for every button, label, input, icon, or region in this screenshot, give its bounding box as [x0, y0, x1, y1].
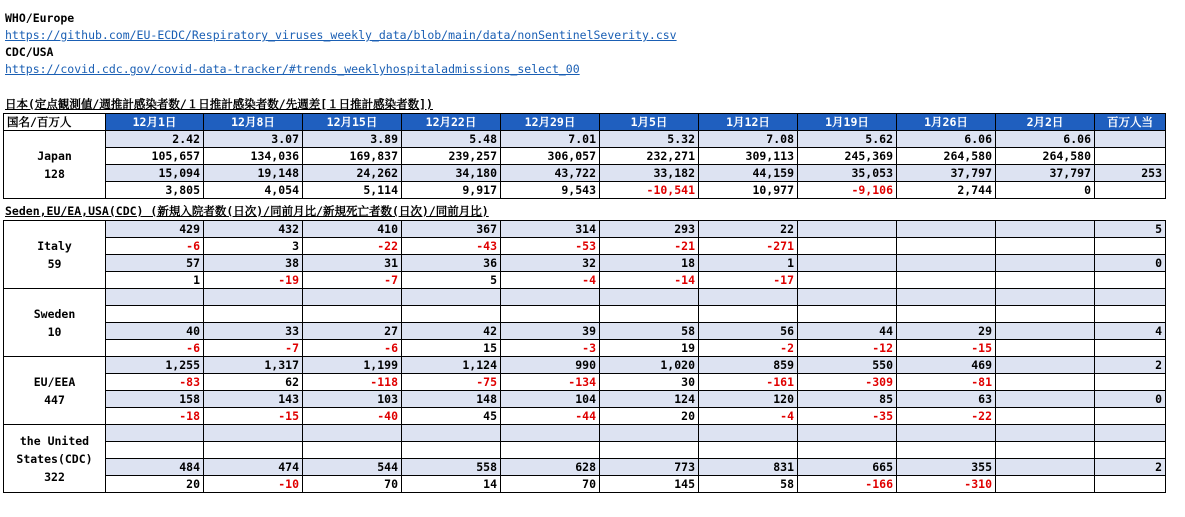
value-cell: 990: [501, 357, 600, 374]
value-cell: 558: [402, 459, 501, 476]
value-cell: 550: [798, 357, 897, 374]
value-cell: 9,543: [501, 182, 600, 199]
value-cell: [996, 442, 1095, 459]
value-cell: 70: [501, 476, 600, 493]
value-cell: 18: [600, 255, 699, 272]
value-cell: -15: [204, 408, 303, 425]
value-cell: [303, 442, 402, 459]
value-cell: [600, 289, 699, 306]
country-cell: [4, 289, 106, 357]
value-cell: 37,797: [996, 165, 1095, 182]
value-cell: 30: [600, 374, 699, 391]
value-cell: [897, 238, 996, 255]
value-cell: [303, 306, 402, 323]
date-header: 1月5日: [600, 114, 699, 131]
table-row: [4, 289, 1166, 306]
value-cell: [106, 425, 204, 442]
value-cell: 1,317: [204, 357, 303, 374]
value-cell: 56: [699, 323, 798, 340]
value-cell: -7: [303, 272, 402, 289]
country-population: 59: [47, 256, 62, 271]
value-cell: 63: [897, 391, 996, 408]
value-cell: 232,271: [600, 148, 699, 165]
value-cell: [996, 306, 1095, 323]
date-header: 12月15日: [303, 114, 402, 131]
value-cell: 15,094: [106, 165, 204, 182]
table-row: [4, 408, 1166, 425]
value-cell: 1,020: [600, 357, 699, 374]
value-cell: 544: [303, 459, 402, 476]
value-cell: 5: [402, 272, 501, 289]
country-name: the United: [19, 433, 90, 448]
value-cell: -2: [699, 340, 798, 357]
per-million-cell: [1095, 238, 1166, 255]
value-cell: [303, 425, 402, 442]
value-cell: 70: [303, 476, 402, 493]
value-cell: 34,180: [402, 165, 501, 182]
table-row: [4, 391, 1166, 408]
value-cell: [996, 255, 1095, 272]
value-cell: [996, 323, 1095, 340]
value-cell: 145: [600, 476, 699, 493]
value-cell: 44,159: [699, 165, 798, 182]
value-cell: 20: [106, 476, 204, 493]
value-cell: 484: [106, 459, 204, 476]
value-cell: 35,053: [798, 165, 897, 182]
value-cell: 410: [303, 221, 402, 238]
value-cell: 31: [303, 255, 402, 272]
value-cell: 3.07: [204, 131, 303, 148]
value-cell: 5.62: [798, 131, 897, 148]
value-cell: 1: [106, 272, 204, 289]
value-cell: [600, 306, 699, 323]
value-cell: 245,369: [798, 148, 897, 165]
value-cell: 3,805: [106, 182, 204, 199]
date-header: 12月29日: [501, 114, 600, 131]
per-million-cell: [1095, 442, 1166, 459]
value-cell: -19: [204, 272, 303, 289]
value-cell: [303, 289, 402, 306]
value-cell: 309,113: [699, 148, 798, 165]
country-cell: [4, 357, 106, 425]
value-cell: 33: [204, 323, 303, 340]
value-cell: 9,917: [402, 182, 501, 199]
table-row: [4, 221, 1166, 238]
value-cell: -10: [204, 476, 303, 493]
value-cell: [501, 289, 600, 306]
value-cell: 42: [402, 323, 501, 340]
date-header: 12月8日: [204, 114, 303, 131]
value-cell: [699, 442, 798, 459]
value-cell: 3: [204, 238, 303, 255]
value-cell: [402, 289, 501, 306]
per-million-cell: [1095, 374, 1166, 391]
per-million-cell: 4: [1095, 323, 1166, 340]
value-cell: [996, 357, 1095, 374]
per-million-cell: [1095, 131, 1166, 148]
value-cell: [501, 442, 600, 459]
value-cell: 474: [204, 459, 303, 476]
value-cell: [402, 425, 501, 442]
value-cell: 10,977: [699, 182, 798, 199]
per-million-cell: [1095, 182, 1166, 199]
value-cell: -310: [897, 476, 996, 493]
country-population: 322: [44, 469, 65, 484]
value-cell: -14: [600, 272, 699, 289]
table-row: [4, 374, 1166, 391]
value-cell: -309: [798, 374, 897, 391]
country-name: EU/EEA: [33, 374, 76, 389]
value-cell: 1: [699, 255, 798, 272]
value-cell: 37,797: [897, 165, 996, 182]
value-cell: -4: [501, 272, 600, 289]
value-cell: 169,837: [303, 148, 402, 165]
source-label-who: WHO/Europe: [5, 11, 75, 25]
value-cell: 158: [106, 391, 204, 408]
value-cell: [699, 289, 798, 306]
value-cell: -7: [204, 340, 303, 357]
value-cell: 15: [402, 340, 501, 357]
value-cell: [798, 289, 897, 306]
value-cell: -75: [402, 374, 501, 391]
value-cell: [699, 306, 798, 323]
value-cell: 62: [204, 374, 303, 391]
value-cell: 143: [204, 391, 303, 408]
country-name: Japan: [37, 148, 72, 163]
per-million-cell: [1095, 272, 1166, 289]
value-cell: 24,262: [303, 165, 402, 182]
value-cell: [204, 289, 303, 306]
value-cell: 1,255: [106, 357, 204, 374]
per-million-cell: [1095, 408, 1166, 425]
value-cell: 469: [897, 357, 996, 374]
date-header: 2月2日: [996, 114, 1095, 131]
value-cell: [897, 272, 996, 289]
value-cell: 665: [798, 459, 897, 476]
value-cell: [402, 442, 501, 459]
date-header: 1月26日: [897, 114, 996, 131]
value-cell: [204, 442, 303, 459]
per-million-cell: [1095, 340, 1166, 357]
value-cell: -43: [402, 238, 501, 255]
country-population: 128: [44, 166, 65, 181]
per-million-cell: 253: [1095, 165, 1166, 182]
table-row: [4, 425, 1166, 442]
per-million-cell: 2: [1095, 357, 1166, 374]
value-cell: [600, 442, 699, 459]
per-million-cell: 0: [1095, 391, 1166, 408]
value-cell: -6: [106, 238, 204, 255]
table-row: [4, 165, 1166, 182]
value-cell: [798, 255, 897, 272]
value-cell: -21: [600, 238, 699, 255]
corner-header: 国名/百万人: [4, 114, 106, 131]
source-label-cdc: CDC/USA: [5, 45, 54, 59]
value-cell: [897, 289, 996, 306]
japan-section-title: 日本(定点観測値/週推計感染者数/１日推計感染者数/先週差[１日推計感染者数]): [5, 97, 433, 111]
value-cell: 19: [600, 340, 699, 357]
value-cell: 4,054: [204, 182, 303, 199]
value-cell: [897, 425, 996, 442]
value-cell: -166: [798, 476, 897, 493]
value-cell: 831: [699, 459, 798, 476]
hospital-section-title: Seden,EU/EA,USA(CDC) (新規入院者数(日次)/同前月比/新規死亡者数(日次)/同前月比): [5, 204, 489, 218]
per-million-cell: [1095, 289, 1166, 306]
value-cell: [996, 374, 1095, 391]
value-cell: [501, 425, 600, 442]
value-cell: [798, 425, 897, 442]
country-name: Italy: [37, 238, 72, 253]
date-header: 1月12日: [699, 114, 798, 131]
value-cell: 14: [402, 476, 501, 493]
value-cell: -53: [501, 238, 600, 255]
value-cell: 7.08: [699, 131, 798, 148]
per-million-cell: 5: [1095, 221, 1166, 238]
per-million-cell: [1095, 306, 1166, 323]
value-cell: 773: [600, 459, 699, 476]
value-cell: -22: [897, 408, 996, 425]
table-row: [4, 357, 1166, 374]
value-cell: -9,106: [798, 182, 897, 199]
date-header: 12月1日: [106, 114, 204, 131]
value-cell: -6: [106, 340, 204, 357]
value-cell: 306,057: [501, 148, 600, 165]
country-cell: [4, 425, 106, 493]
country-cell: [4, 221, 106, 289]
value-cell: 148: [402, 391, 501, 408]
value-cell: -12: [798, 340, 897, 357]
value-cell: -83: [106, 374, 204, 391]
value-cell: 1,124: [402, 357, 501, 374]
value-cell: [897, 442, 996, 459]
hospital-table: [3, 220, 1166, 493]
value-cell: 1,199: [303, 357, 402, 374]
value-cell: -3: [501, 340, 600, 357]
value-cell: [798, 272, 897, 289]
table-row: [4, 323, 1166, 340]
value-cell: -134: [501, 374, 600, 391]
value-cell: 120: [699, 391, 798, 408]
value-cell: -6: [303, 340, 402, 357]
value-cell: 57: [106, 255, 204, 272]
value-cell: 355: [897, 459, 996, 476]
per-million-cell: [1095, 476, 1166, 493]
country-population: 447: [44, 392, 65, 407]
value-cell: 2.42: [106, 131, 204, 148]
table-row: [4, 476, 1166, 493]
value-cell: 44: [798, 323, 897, 340]
table-row: [4, 340, 1166, 357]
value-cell: [204, 306, 303, 323]
table-row: [4, 238, 1166, 255]
value-cell: [996, 221, 1095, 238]
table-row: [4, 182, 1166, 199]
date-header: 12月22日: [402, 114, 501, 131]
value-cell: 314: [501, 221, 600, 238]
value-cell: 20: [600, 408, 699, 425]
table-row: [4, 131, 1166, 148]
table-row: [4, 442, 1166, 459]
country-population: 10: [47, 324, 62, 339]
value-cell: [798, 221, 897, 238]
value-cell: [996, 408, 1095, 425]
value-cell: [402, 306, 501, 323]
per-million-header: 百万人当: [1095, 114, 1166, 131]
table-row: [4, 255, 1166, 272]
value-cell: 36: [402, 255, 501, 272]
value-cell: [501, 306, 600, 323]
value-cell: 264,580: [897, 148, 996, 165]
value-cell: [106, 306, 204, 323]
per-million-cell: [1095, 425, 1166, 442]
value-cell: [699, 425, 798, 442]
value-cell: 19,148: [204, 165, 303, 182]
table-row: [4, 272, 1166, 289]
value-cell: [600, 425, 699, 442]
value-cell: 6.06: [897, 131, 996, 148]
value-cell: -81: [897, 374, 996, 391]
value-cell: 58: [699, 476, 798, 493]
value-cell: [798, 306, 897, 323]
per-million-cell: 2: [1095, 459, 1166, 476]
value-cell: 104: [501, 391, 600, 408]
date-header: 1月19日: [798, 114, 897, 131]
value-cell: -44: [501, 408, 600, 425]
value-cell: 2,744: [897, 182, 996, 199]
value-cell: 429: [106, 221, 204, 238]
table-row: [4, 459, 1166, 476]
value-cell: 38: [204, 255, 303, 272]
value-cell: 58: [600, 323, 699, 340]
value-cell: 239,257: [402, 148, 501, 165]
value-cell: -4: [699, 408, 798, 425]
value-cell: -17: [699, 272, 798, 289]
value-cell: 32: [501, 255, 600, 272]
value-cell: [897, 306, 996, 323]
value-cell: 45: [402, 408, 501, 425]
value-cell: -271: [699, 238, 798, 255]
value-cell: 859: [699, 357, 798, 374]
value-cell: -18: [106, 408, 204, 425]
value-cell: 40: [106, 323, 204, 340]
value-cell: 124: [600, 391, 699, 408]
country-cell: [4, 131, 106, 199]
value-cell: [897, 255, 996, 272]
value-cell: [106, 442, 204, 459]
value-cell: 3.89: [303, 131, 402, 148]
value-cell: [204, 425, 303, 442]
value-cell: 27: [303, 323, 402, 340]
value-cell: 5.48: [402, 131, 501, 148]
per-million-cell: [1095, 148, 1166, 165]
value-cell: -35: [798, 408, 897, 425]
value-cell: -40: [303, 408, 402, 425]
table-row: [4, 148, 1166, 165]
value-cell: [996, 272, 1095, 289]
value-cell: [798, 238, 897, 255]
value-cell: [996, 238, 1095, 255]
value-cell: [996, 289, 1095, 306]
value-cell: 0: [996, 182, 1095, 199]
value-cell: 293: [600, 221, 699, 238]
value-cell: 432: [204, 221, 303, 238]
value-cell: 134,036: [204, 148, 303, 165]
value-cell: -15: [897, 340, 996, 357]
source-link-cdc[interactable]: https://covid.cdc.gov/covid-data-tracker/#trends_weeklyhospitaladmissions_select_00: [5, 62, 580, 76]
value-cell: -10,541: [600, 182, 699, 199]
value-cell: 6.06: [996, 131, 1095, 148]
value-cell: 367: [402, 221, 501, 238]
value-cell: [996, 391, 1095, 408]
per-million-cell: 0: [1095, 255, 1166, 272]
value-cell: 5,114: [303, 182, 402, 199]
value-cell: [897, 221, 996, 238]
value-cell: -161: [699, 374, 798, 391]
value-cell: [996, 476, 1095, 493]
value-cell: -118: [303, 374, 402, 391]
value-cell: [996, 340, 1095, 357]
value-cell: [996, 459, 1095, 476]
country-name: Sweden: [33, 306, 76, 321]
value-cell: [106, 289, 204, 306]
value-cell: 22: [699, 221, 798, 238]
value-cell: 43,722: [501, 165, 600, 182]
value-cell: 5.32: [600, 131, 699, 148]
value-cell: 628: [501, 459, 600, 476]
value-cell: 85: [798, 391, 897, 408]
value-cell: [798, 442, 897, 459]
value-cell: 264,580: [996, 148, 1095, 165]
value-cell: 103: [303, 391, 402, 408]
value-cell: -22: [303, 238, 402, 255]
country-name: States(CDC): [16, 451, 93, 466]
value-cell: 105,657: [106, 148, 204, 165]
value-cell: [996, 425, 1095, 442]
table-row: [4, 306, 1166, 323]
value-cell: 39: [501, 323, 600, 340]
value-cell: 33,182: [600, 165, 699, 182]
value-cell: 29: [897, 323, 996, 340]
value-cell: 7.01: [501, 131, 600, 148]
japan-table: [3, 113, 1166, 199]
source-link-ecdc[interactable]: https://github.com/EU-ECDC/Respiratory_viruses_weekly_data/blob/main/data/nonSentinelSeverity.csv: [5, 28, 677, 42]
